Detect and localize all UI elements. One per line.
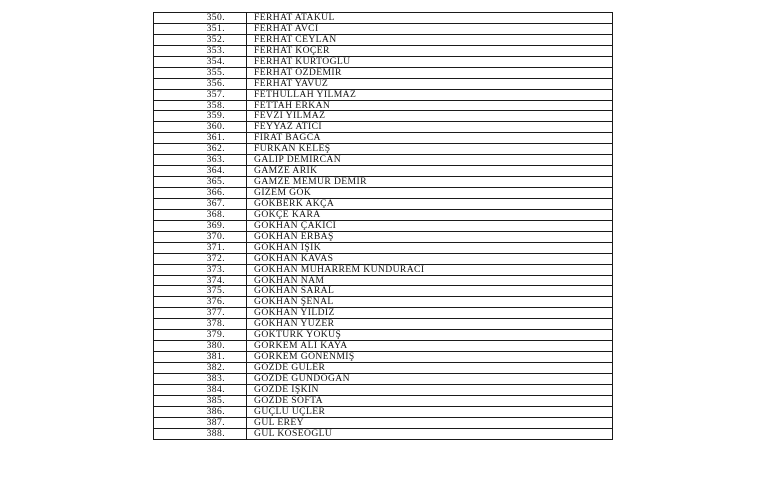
table-row <box>154 429 612 440</box>
row-number: 354. <box>154 57 247 67</box>
row-number: 361. <box>154 133 247 143</box>
row-number: 363. <box>154 155 247 165</box>
row-number: 381. <box>154 352 247 362</box>
row-number: 378. <box>154 319 247 329</box>
person-name: GÜL EREY <box>254 417 305 428</box>
row-number: 373. <box>154 265 247 275</box>
person-name: FETTAH ERKAN <box>254 100 331 111</box>
table-row <box>154 243 612 254</box>
person-name: GÖKHAN ŞENAL <box>254 297 334 308</box>
row-number: 362. <box>154 144 247 154</box>
row-number: 368. <box>154 210 247 220</box>
row-number: 385. <box>154 396 247 406</box>
person-name: GÖZDE GÜNDOĞAN <box>254 373 350 384</box>
table-row <box>154 254 612 265</box>
person-name: FERHAT YAVUZ <box>254 78 329 89</box>
person-name: GÖKHAN YÜZER <box>254 319 335 330</box>
person-name: GÖZDE GÜLER <box>254 363 326 373</box>
table-row <box>154 418 612 429</box>
row-number: 382. <box>154 363 247 373</box>
person-name: GALİP DEMİRCAN <box>254 155 342 166</box>
row-number: 356. <box>154 79 247 89</box>
row-number: 371. <box>154 243 247 253</box>
person-name: GAMZE ARIK <box>254 166 318 177</box>
row-number: 377. <box>154 308 247 318</box>
person-name: GÖKHAN ERBAŞ <box>254 231 334 242</box>
person-name: GÖRKEM ALİ KAYA <box>254 341 348 352</box>
person-name: GİZEM GÖK <box>254 188 312 198</box>
row-number: 374. <box>154 276 247 286</box>
row-number: 375. <box>154 286 247 296</box>
person-name: FURKAN KELEŞ <box>254 144 331 155</box>
row-number: 379. <box>154 330 247 340</box>
person-name: GAMZE MEMUR DEMİR <box>254 177 367 187</box>
person-name: GÖKHAN ÇAKICI <box>254 220 337 231</box>
person-name: FERHAT KURTOĞLU <box>254 56 351 67</box>
person-name: GÖKHAN IŞIK <box>254 242 322 253</box>
person-name: GÖKBERK AKÇA <box>254 198 335 209</box>
row-number: 366. <box>154 188 247 198</box>
row-number: 380. <box>154 341 247 351</box>
person-name: GÖKÇE KARA <box>254 209 321 220</box>
row-number: 383. <box>154 374 247 384</box>
row-number: 367. <box>154 199 247 209</box>
person-name: GÖZDE IŞKIN <box>254 384 319 395</box>
row-number: 357. <box>154 90 247 100</box>
person-name: GÖKTÜRK YOKUŞ <box>254 330 342 341</box>
row-number: 358. <box>154 101 247 111</box>
row-number: 384. <box>154 385 247 395</box>
name-list-table <box>153 12 613 440</box>
row-number: 387. <box>154 418 247 428</box>
row-number: 364. <box>154 166 247 176</box>
person-name: GÖKHAN MUHARREM KUNDURACI <box>254 264 425 275</box>
row-number: 370. <box>154 232 247 242</box>
person-name: FERHAT KOÇER <box>254 45 330 56</box>
person-name: FERHAT ATAKUL <box>254 13 335 23</box>
person-name: FEVZİ YILMAZ <box>254 111 326 122</box>
row-number: 359. <box>154 111 247 121</box>
row-number: 376. <box>154 297 247 307</box>
row-number: 350. <box>154 13 247 23</box>
row-number: 386. <box>154 407 247 417</box>
person-name: GÖZDE SOFTA <box>254 395 323 406</box>
row-number: 388. <box>154 429 247 439</box>
person-name: GÜL KÖSEOĞLU <box>254 428 333 439</box>
row-number: 372. <box>154 254 247 264</box>
table-row <box>154 68 612 79</box>
person-name: GÖKHAN YILDIZ <box>254 308 335 319</box>
person-name: FIRAT BAĞCA <box>254 133 321 144</box>
row-number: 365. <box>154 177 247 187</box>
person-name: GÖKHAN KAVAS <box>254 253 334 264</box>
row-number: 351. <box>154 24 247 34</box>
person-name: FEYYAZ ATICI <box>254 122 322 133</box>
person-name: FERHAT CEYLAN <box>254 34 337 45</box>
person-name: FERHAT AVCI <box>254 23 319 34</box>
row-number: 369. <box>154 221 247 231</box>
table-row <box>154 79 612 90</box>
person-name: GÜÇLÜ ÜÇLER <box>254 406 326 417</box>
person-name: GÖRKEM GÖNENMİŞ <box>254 352 355 362</box>
table-row <box>154 265 612 276</box>
row-number: 355. <box>154 68 247 78</box>
table-row <box>154 90 612 101</box>
person-name: GÖKHAN NAM <box>254 275 325 286</box>
person-name: FERHAT ÖZDEMİR <box>254 67 342 78</box>
person-name: FETHULLAH YILMAZ <box>254 89 357 100</box>
row-number: 352. <box>154 35 247 45</box>
person-name: GÖKHAN SARAL <box>254 286 335 297</box>
row-number: 353. <box>154 46 247 56</box>
row-number: 360. <box>154 122 247 132</box>
